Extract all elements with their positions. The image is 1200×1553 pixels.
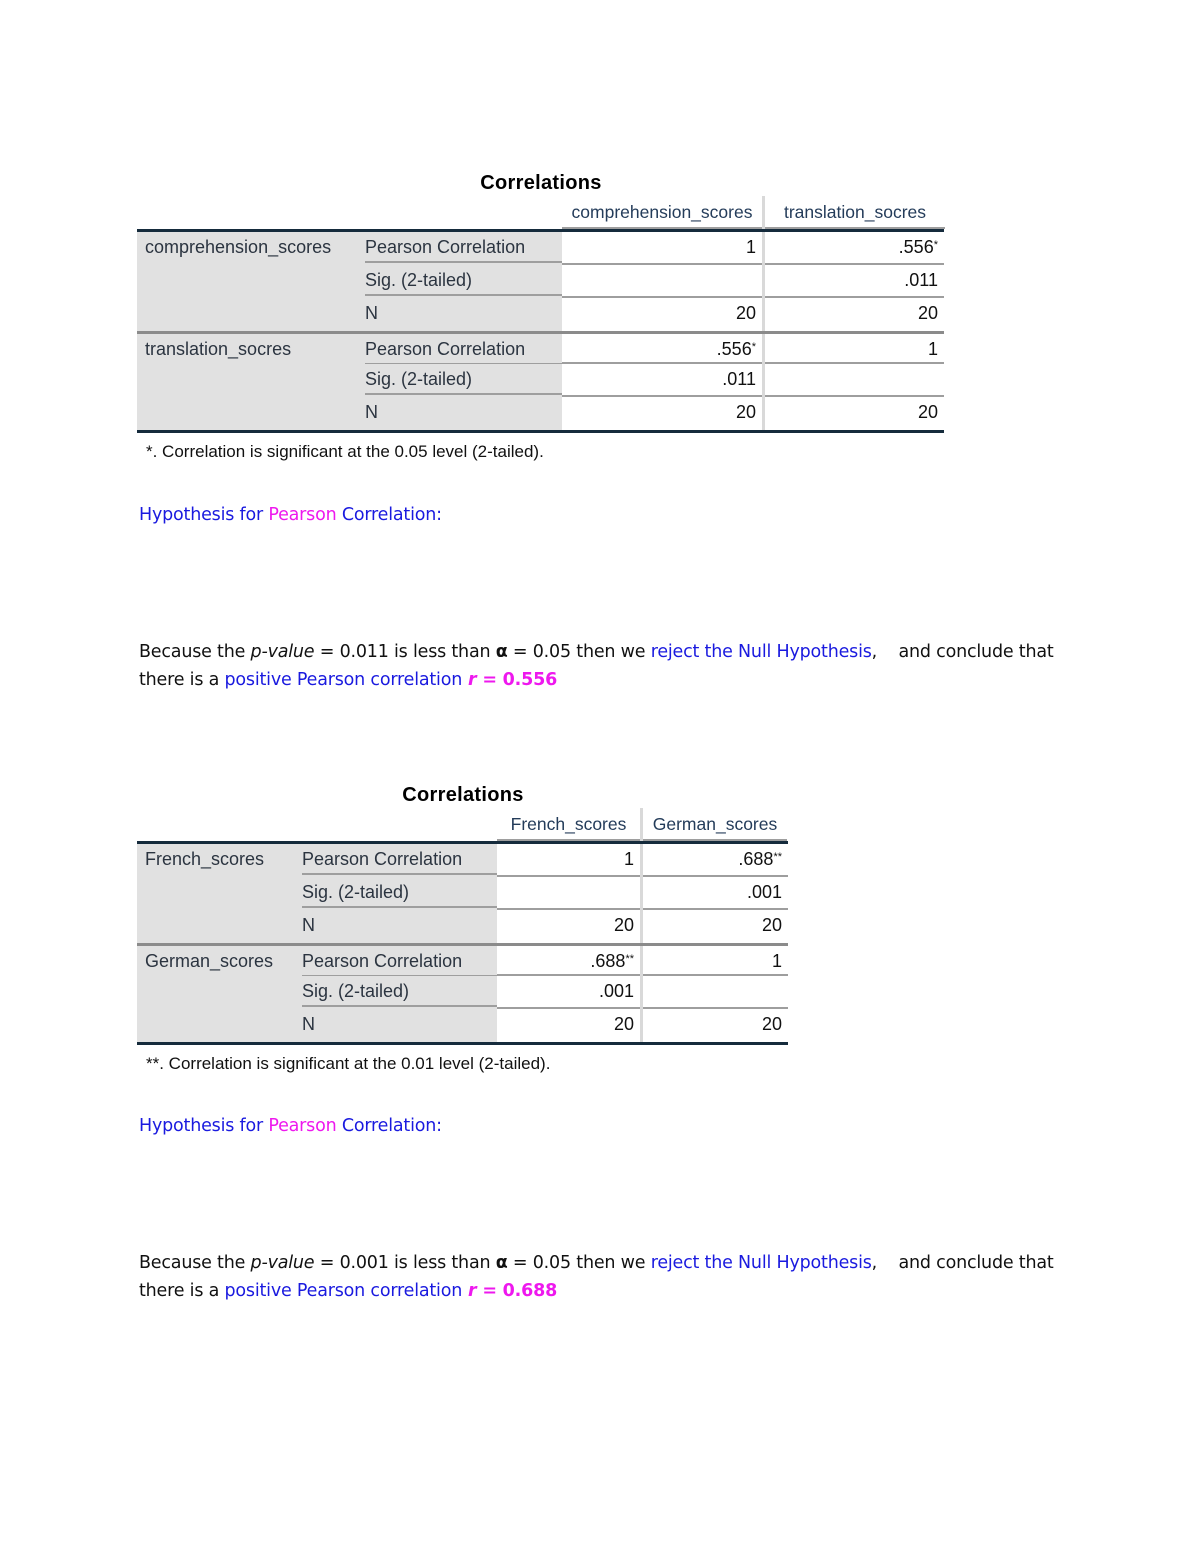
table-cell (497, 877, 640, 910)
table-row (137, 877, 788, 910)
table-cell: 20 (761, 915, 782, 935)
hypothesis-heading: Hypothesis for Pearson Correlation: (139, 505, 442, 525)
table-row (137, 298, 944, 331)
table-cell: .011 (562, 364, 762, 397)
table-cell: .688** (643, 844, 788, 877)
table-body (137, 841, 788, 1045)
table-row (137, 364, 944, 397)
table-cell: .001 (643, 877, 788, 910)
conclusion-paragraph: Because the p-value = 0.001 is less than α = 0.05 then we reject the Null Hypothesis, and conclude that there is a positive Pearson correlation r = 0.688 (139, 1253, 1054, 1301)
row-variable: French_scores (137, 844, 294, 877)
table-cell: .556* (765, 232, 944, 265)
row-statistic: Pearson Correlation (294, 946, 497, 976)
row-statistic: N (357, 397, 562, 430)
row-statistic: Pearson Correlation (294, 844, 497, 877)
row-statistic: N (357, 298, 562, 331)
row-statistic: Sig. (2-tailed) (357, 265, 562, 298)
table-cell: .688** (497, 946, 640, 976)
table-row (137, 331, 944, 364)
table-row (137, 910, 788, 943)
table-cell: .556* (562, 334, 762, 364)
table-header (497, 808, 787, 841)
table-row (137, 1009, 788, 1042)
row-statistic: Sig. (2-tailed) (294, 976, 497, 1009)
column-header: German_scores (643, 808, 787, 841)
table-row (137, 232, 944, 265)
column-header: French_scores (497, 808, 640, 841)
correlations-table-2 (0, 784, 1200, 1084)
table-body (137, 229, 944, 433)
table-cell: 20 (917, 303, 938, 323)
table-footnote: **. Correlation is significant at the 0.01 level (2-tailed). (146, 1054, 551, 1073)
table-cell: 20 (735, 303, 756, 323)
table-cell: 1 (497, 844, 640, 877)
table-cell: 1 (765, 334, 944, 364)
row-variable: German_scores (137, 946, 294, 976)
table-cell: 20 (761, 1014, 782, 1034)
column-header: comprehension_scores (562, 196, 762, 229)
row-statistic: Pearson Correlation (357, 232, 562, 265)
row-statistic: N (294, 910, 497, 943)
table-cell (643, 976, 788, 1009)
table-cell: 20 (613, 915, 634, 935)
hypothesis-heading: Hypothesis for Pearson Correlation: (139, 1116, 442, 1136)
table-cell: 20 (917, 402, 938, 422)
table-cell: .011 (765, 265, 944, 298)
table-cell (765, 364, 944, 397)
table-row (137, 397, 944, 430)
table-row (137, 976, 788, 1009)
table-footnote: *. Correlation is significant at the 0.05 level (2-tailed). (146, 442, 544, 461)
row-statistic: Sig. (2-tailed) (357, 364, 562, 397)
column-header: translation_socres (765, 196, 945, 229)
table-row (137, 844, 788, 877)
row-variable: translation_socres (137, 334, 357, 364)
table-title: Correlations (480, 172, 602, 194)
table-header (562, 196, 945, 229)
table-cell: 1 (643, 946, 788, 976)
table-cell: 1 (562, 232, 762, 265)
correlations-table-1 (0, 172, 1200, 472)
table-cell (562, 265, 762, 298)
row-statistic: N (294, 1009, 497, 1042)
conclusion-paragraph: Because the p-value = 0.011 is less than α = 0.05 then we reject the Null Hypothesis, and conclude that there is a positive Pearson correlation r = 0.556 (139, 642, 1054, 690)
table-row (137, 265, 944, 298)
row-statistic: Pearson Correlation (357, 334, 562, 364)
row-variable: comprehension_scores (137, 232, 357, 265)
table-cell: .001 (497, 976, 640, 1009)
table-title: Correlations (402, 784, 524, 806)
table-cell: 20 (613, 1014, 634, 1034)
table-row (137, 943, 788, 976)
table-cell: 20 (735, 402, 756, 422)
row-statistic: Sig. (2-tailed) (294, 877, 497, 910)
